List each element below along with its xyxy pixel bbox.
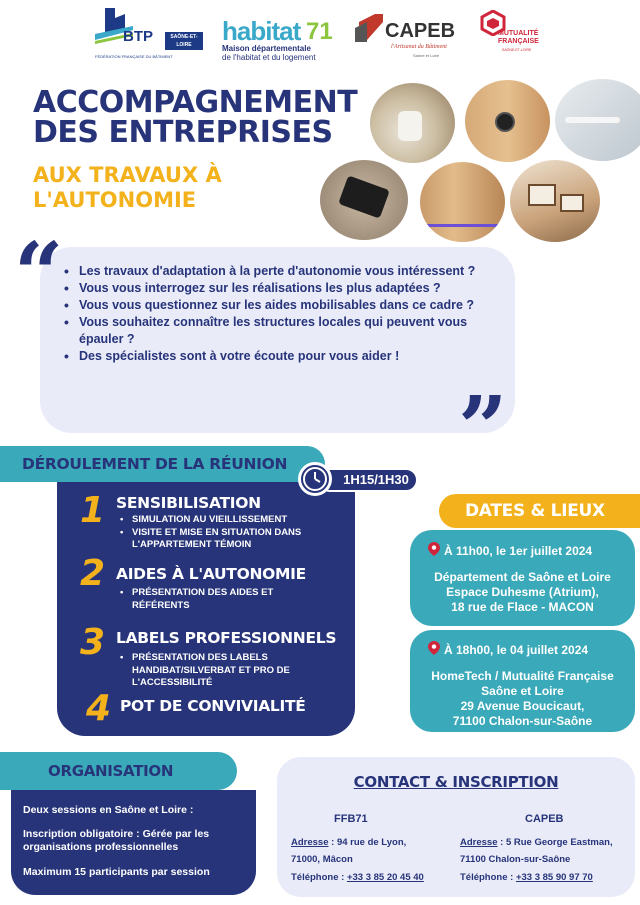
- address-label: Adresse: [291, 837, 329, 848]
- smartphone-photo: [320, 160, 408, 240]
- duration-badge: 1H15/1H30: [318, 468, 418, 492]
- phone-link[interactable]: +33 3 85 90 97 70: [515, 872, 593, 883]
- organisation-sessions: Deux sessions en Saône et Loire :: [23, 804, 194, 816]
- phone-link[interactable]: +33 3 85 20 45 40: [346, 872, 424, 883]
- contact-org-name: FFB71: [334, 813, 368, 825]
- smart-thermostat-photo: [465, 80, 550, 162]
- habitat-line2: de l'habitat et du logement: [222, 53, 316, 62]
- deroulement-heading: DÉROULEMENT DE LA RÉUNION: [22, 455, 288, 473]
- step-items: [120, 652, 330, 690]
- question-item: • Vous souhaitez connaître les structures locales qui peuvent vous épauler ?: [62, 314, 482, 348]
- title-line2: DES ENTREPRISES: [33, 115, 333, 150]
- step-number: 2: [80, 553, 106, 594]
- address-line2: 71100 Chalon-sur-Saône: [460, 854, 571, 865]
- mutualite-line1: MUTUALITÉ: [498, 30, 539, 37]
- step-number: 1: [80, 490, 106, 531]
- contact-address: [291, 837, 406, 848]
- btp-name: BTP: [123, 28, 153, 45]
- capeb-arrow-icon: [355, 12, 385, 42]
- session-place-line: 18 rue de Flace - MACON: [451, 600, 594, 614]
- dates-heading: DATES & LIEUX: [465, 501, 605, 521]
- question-item: • Vous vous interrogez sur les réalisations les plus adaptées ?: [62, 280, 482, 297]
- session-when: À 11h00, le 1er juillet 2024: [444, 544, 593, 558]
- clock-icon: [298, 462, 332, 496]
- habitat-line1: Maison départementale: [222, 44, 311, 53]
- habitat-logo: [222, 8, 334, 60]
- subtitle-line1: AUX TRAVAUX À: [33, 163, 222, 187]
- btp-subtitle: FÉDÉRATION FRANÇAISE DU BÂTIMENT: [95, 54, 173, 59]
- wooden-door-photo: [420, 162, 505, 242]
- question-item: • Vous vous questionnez sur les aides mobilisables dans ce cadre ?: [62, 297, 482, 314]
- bathroom-photo: [370, 83, 455, 163]
- capeb-tagline: l'Artisanat du Bâtiment: [391, 44, 447, 50]
- session-place-line: 29 Avenue Boucicaut,: [460, 699, 585, 713]
- btp-region: SAÔNE-ET-LOIRE: [165, 32, 203, 50]
- questions-list: [62, 263, 482, 365]
- step-number: 3: [80, 622, 106, 663]
- habitat-word: habitat: [222, 16, 301, 46]
- step-item: • PRÉSENTATION DES LABELS HANDIBAT/SILVERBAT ET PRO DE L'ACCESSIBILITÉ: [120, 652, 330, 690]
- step-item: • VISITE ET MISE EN SITUATION DANS L'APPARTEMENT TÉMOIN: [120, 527, 325, 552]
- capeb-logo: [355, 8, 460, 60]
- open-quote-icon: “: [14, 224, 64, 325]
- contact-org-name: CAPEB: [525, 813, 564, 825]
- capeb-region: Saône et Loire: [413, 53, 440, 58]
- contact-phone: [460, 872, 593, 883]
- question-item: • Les travaux d'adaptation à la perte d'autonomie vous intéressent ?: [62, 263, 482, 280]
- address-line1: : 94 rue de Lyon,: [328, 837, 407, 848]
- session-place-line: Saône et Loire: [481, 684, 564, 698]
- contact-phone: [291, 872, 424, 883]
- step-items: [120, 587, 300, 612]
- step-item: • PRÉSENTATION DES AIDES ET RÉFÉRENTS: [120, 587, 300, 612]
- organisation-inscription: Inscription obligatoire : Gérée par les organisations professionnelles: [23, 828, 210, 853]
- apartment-model-photo: [510, 160, 600, 242]
- subtitle-line2: L'AUTONOMIE: [33, 188, 197, 212]
- step-title: AIDES À L'AUTONOMIE: [116, 565, 306, 583]
- phone-label: Téléphone :: [291, 872, 347, 883]
- organisation-max: Maximum 15 participants par session: [23, 866, 210, 878]
- mutualite-logo: [480, 8, 550, 60]
- grab-bar-photo: [555, 79, 640, 161]
- address-label: Adresse: [460, 837, 498, 848]
- session-place-line: 71100 Chalon-sur-Saône: [452, 714, 593, 728]
- title-line1: ACCOMPAGNEMENT: [33, 85, 358, 120]
- page-title: [33, 85, 358, 150]
- step-title: POT DE CONVIVIALITÉ: [120, 697, 306, 715]
- address-line1: : 5 Rue George Eastman,: [497, 837, 613, 848]
- organisation-heading: ORGANISATION: [48, 762, 174, 780]
- question-item: • Des spécialistes sont à votre écoute pour vous aider !: [62, 348, 482, 365]
- organisation-heading-tab: [0, 752, 237, 790]
- step-items: [120, 514, 325, 552]
- step-number: 4: [86, 688, 112, 729]
- session-card: [410, 530, 635, 626]
- session-place-line: HomeTech / Mutualité Française: [431, 669, 614, 683]
- contact-heading: CONTACT & INSCRIPTION: [353, 773, 559, 791]
- mutualite-line2: FRANÇAISE: [498, 38, 539, 45]
- deroulement-heading-tab: [0, 446, 325, 482]
- dates-heading-tab: [439, 494, 640, 528]
- address-line2: 71000, Mâcon: [291, 854, 353, 865]
- btp-logo: [95, 8, 210, 60]
- habitat-number: 71: [306, 18, 333, 45]
- contact-box: [277, 757, 635, 897]
- page-subtitle: [33, 163, 222, 213]
- mutualite-region: SAÔNE-ET-LOIRE: [502, 48, 532, 52]
- session-when: À 18h00, le 04 juillet 2024: [444, 643, 589, 657]
- step-item: • SIMULATION AU VIEILLISSEMENT: [120, 514, 325, 527]
- step-title: LABELS PROFESSIONNELS: [116, 629, 337, 647]
- step-title: SENSIBILISATION: [116, 494, 261, 512]
- contact-address: [460, 837, 613, 848]
- session-place-line: Espace Duhesme (Atrium),: [446, 585, 599, 599]
- location-pin-icon: [428, 641, 440, 655]
- phone-label: Téléphone :: [460, 872, 516, 883]
- session-card: [410, 630, 635, 732]
- session-place-line: Département de Saône et Loire: [434, 570, 611, 584]
- organisation-panel: [11, 790, 256, 895]
- location-pin-icon: [428, 542, 440, 556]
- close-quote-icon: ”: [458, 378, 508, 479]
- capeb-name: CAPEB: [385, 20, 456, 42]
